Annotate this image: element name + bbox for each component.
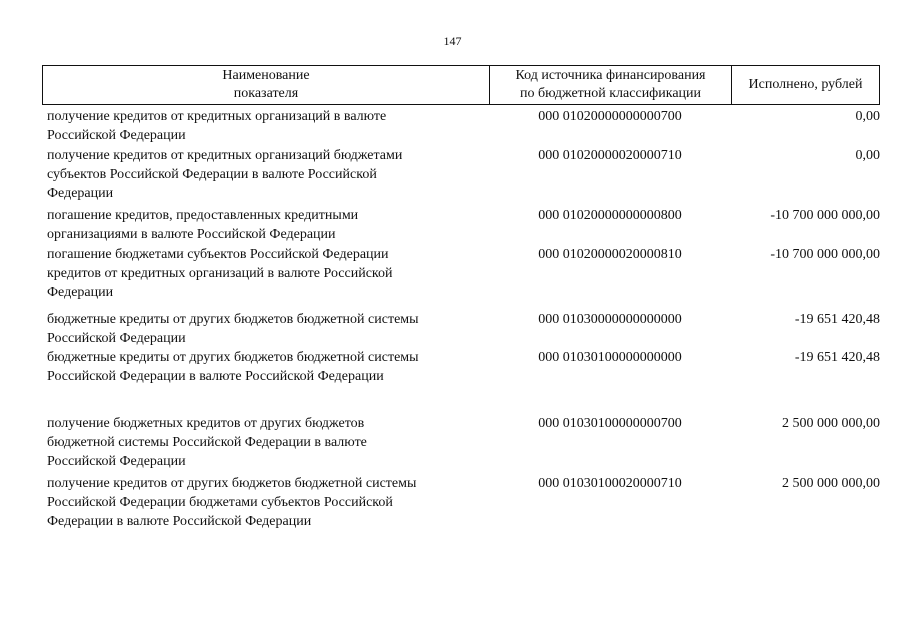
- row-code: 000 01020000020000810: [538, 247, 682, 262]
- row-code: 000 01030100020000710: [538, 476, 682, 491]
- row-amount: -10 700 000 000,00: [770, 247, 880, 262]
- row-name-line: организациями в валюте Российской Федерации: [47, 227, 336, 242]
- header-col-name: [43, 66, 490, 104]
- row-name-line: кредитов от кредитных организаций в валюте Российской: [47, 266, 393, 281]
- row-name-line: Российской Федерации: [47, 128, 186, 143]
- row-amount: -19 651 420,48: [794, 312, 880, 327]
- row-name-line: Федерации в валюте Российской Федерации: [47, 514, 312, 529]
- row-code: 000 01020000020000710: [538, 148, 682, 163]
- row-amount: 2 500 000 000,00: [782, 476, 880, 491]
- header-col-code-line1: Код источника финансирования: [515, 68, 706, 83]
- header-col-name-line1: Наименование: [222, 68, 310, 83]
- row-name: [47, 107, 477, 145]
- row-amount: 2 500 000 000,00: [782, 416, 880, 431]
- header-col-code: [490, 66, 732, 104]
- row-name-line: Российской Федерации: [47, 454, 186, 469]
- row-name-line: получение кредитов от кредитных организаций в валюте: [47, 109, 387, 124]
- header-col-name-line2: показателя: [233, 86, 299, 101]
- header-col-amount: Исполнено, рублей: [748, 77, 863, 92]
- page-number: 147: [443, 34, 462, 48]
- row-name: [47, 146, 477, 203]
- row-name: [47, 348, 477, 386]
- row-name-line: Российской Федерации в валюте Российской Федерации: [47, 369, 384, 384]
- row-name-line: бюджетные кредиты от других бюджетов бюджетной системы: [47, 312, 419, 327]
- row-name: [47, 310, 477, 348]
- row-name-line: Российской Федерации: [47, 331, 186, 346]
- row-amount: -10 700 000 000,00: [770, 208, 880, 223]
- row-code: 000 01020000000000700: [538, 109, 682, 124]
- row-name-line: бюджетные кредиты от других бюджетов бюджетной системы: [47, 350, 419, 365]
- table-header: [42, 65, 880, 105]
- row-amount: -19 651 420,48: [794, 350, 880, 365]
- row-code: 000 01030100000000700: [538, 416, 682, 431]
- row-amount: 0,00: [855, 109, 880, 124]
- row-code: 000 01030100000000000: [538, 350, 682, 365]
- row-name-line: получение кредитов от других бюджетов бюджетной системы: [47, 476, 417, 491]
- row-name-line: бюджетной системы Российской Федерации в валюте: [47, 435, 367, 450]
- header-col-code-line2: по бюджетной классификации: [519, 86, 702, 101]
- row-name: [47, 206, 477, 244]
- row-name-line: Федерации: [47, 285, 114, 300]
- row-name-line: Федерации: [47, 186, 114, 201]
- row-name-line: Российской Федерации бюджетами субъектов Российской: [47, 495, 393, 510]
- row-name-line: субъектов Российской Федерации в валюте Российской: [47, 167, 377, 182]
- row-name-line: получение кредитов от кредитных организаций бюджетами: [47, 148, 403, 163]
- row-name-line: погашение кредитов, предоставленных кредитными: [47, 208, 359, 223]
- row-name: [47, 414, 477, 471]
- row-code: 000 01030000000000000: [538, 312, 682, 327]
- row-code: 000 01020000000000800: [538, 208, 682, 223]
- row-amount: 0,00: [855, 148, 880, 163]
- row-name-line: получение бюджетных кредитов от других бюджетов: [47, 416, 365, 431]
- row-name: [47, 474, 477, 531]
- row-name-line: погашение бюджетами субъектов Российской Федерации: [47, 247, 389, 262]
- row-name: [47, 245, 477, 302]
